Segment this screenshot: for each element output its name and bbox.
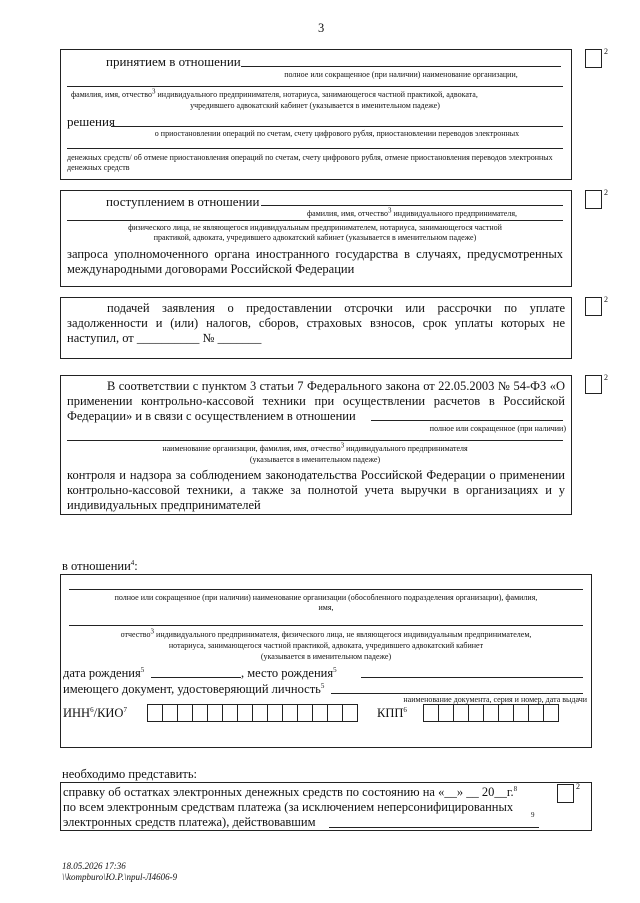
respect-caption-1: полное или сокращенное (при наличии) наименование организации (обособленного подразделения организации), фамилия, [114, 593, 538, 602]
request-block [60, 190, 572, 287]
kpp-label: КПП$^6$ [377, 705, 407, 720]
decision-lead: принятием в отношении [106, 54, 241, 69]
decision-word: решения [67, 114, 115, 129]
deferral-date-field[interactable]: __________ [136, 331, 200, 345]
decision-caption-1: о приостановлении операций по счетам, счету цифрового рубля, приостановлении переводов электронных [154, 129, 520, 138]
request-name-line-2[interactable] [67, 220, 563, 221]
id-doc-caption: наименование документа, серия и номер, дата выдачи [403, 695, 587, 704]
cash-register-name-line-2[interactable] [67, 440, 563, 441]
page-number: 3 [318, 21, 325, 35]
respect-caption-4: (указывается в именительном падеже) [260, 652, 392, 661]
respect-caption-1b: имя, [318, 603, 334, 612]
cash-register-caption-1: полное или сокращенное (при наличии) [429, 424, 566, 433]
need-block [60, 782, 592, 831]
request-caption-3: практикой, адвоката, учредившего адвокатский кабинет (указывается в именительном падеже) [153, 233, 477, 242]
need-checkbox[interactable] [557, 784, 574, 803]
footnote-mark: 2 [576, 782, 580, 791]
footnote-mark: 2 [604, 188, 608, 197]
number-sign: № [202, 331, 215, 345]
request-text: запроса уполномоченного органа иностранного государства в случаях, предусмотренных международными договорами Российской Федерации [67, 247, 563, 276]
birth-date-field[interactable] [151, 677, 241, 678]
deferral-checkbox[interactable] [585, 297, 602, 316]
respect-caption-3: нотариуса, занимающегося частной практикой, адвоката, учредившего адвокатский кабинет [168, 641, 484, 650]
need-label: необходимо представить: [62, 767, 197, 781]
request-checkbox[interactable] [585, 190, 602, 209]
cash-register-text-2: контроля и надзора за соблюдением законодательства Российской Федерации о применении контрольно-кассовой техники, а также за полнотой учета выручки в организациях и у индивидуальных предпринимателей [67, 468, 565, 512]
month-field[interactable]: __ [466, 785, 479, 799]
cash-register-caption-2: наименование организации, фамилия, имя, отчество$^3$ индивидуального предпринимателя [162, 441, 468, 453]
decision-checkbox[interactable] [585, 49, 602, 68]
request-lead: поступлением в отношении [106, 194, 260, 209]
org-caption: полное или сокращенное (при наличии) наименование организации, [284, 70, 518, 79]
need-line-2: по всем электронным средствам платежа (за исключением неперсонифицированных [63, 800, 514, 814]
kpp-cells[interactable] [423, 704, 558, 727]
cash-register-name-line[interactable] [371, 420, 563, 421]
respect-caption-2: отчество$^3$ индивидуального предпринимателя, физического лица, не являющегося индивидуальным предпринимателем, [120, 627, 532, 639]
cash-register-block [60, 375, 572, 515]
footnote-mark: 2 [604, 47, 608, 56]
person-caption-2: учредившего адвокатский кабинет (указывается в именительном падеже) [190, 101, 440, 110]
footnote-mark: 2 [604, 373, 608, 382]
deferral-block [60, 297, 572, 359]
cash-register-text: В соответствии с пунктом 3 статьи 7 Федерального закона от 22.05.2003 № 54-ФЗ «О применении контрольно-кассовой техники при осуществлении расчетов в Российской Федерации» и в связи с осуществлением в отношении [67, 379, 565, 423]
inn-cells[interactable] [147, 704, 357, 727]
footnote-9: 9 [531, 811, 535, 819]
org-name-line-2[interactable] [67, 86, 563, 87]
validity-field[interactable] [329, 827, 539, 828]
respect-label: в отношении$^4$: [62, 558, 138, 573]
respect-name-line[interactable] [69, 589, 583, 590]
need-line-1: справку об остатках электронных денежных средств по состоянию на «__» __ 20__г.$^8$ [63, 784, 518, 799]
need-line-3: электронных средств платежа), действовавшим [63, 815, 316, 829]
decision-caption-2: денежных средств/ об отмене приостановления операций по счетам, счету цифрового рубля, отмене приостановления переводов электронных денежных средств [67, 153, 553, 172]
decision-line[interactable] [111, 126, 563, 127]
birth-place-label: , место рождения$^5$ [241, 665, 337, 680]
cash-register-checkbox[interactable] [585, 375, 602, 394]
inn-kio-label: ИНН$^6$/КИО$^7$ [63, 705, 127, 720]
file-path: \\kompburo\Ю.Р.\приl-Л4606-9 [62, 872, 178, 882]
footnote-mark: 2 [604, 295, 608, 304]
year-field[interactable]: __ [494, 785, 507, 799]
decision-line-2[interactable] [67, 148, 563, 149]
id-doc-field[interactable] [331, 693, 583, 694]
person-caption: фамилия, имя, отчество$^3$ индивидуального предпринимателя, нотариуса, занимающегося частной практикой, адвоката, [71, 87, 478, 99]
request-name-line[interactable] [261, 205, 563, 206]
deferral-number-field[interactable]: _______ [217, 331, 262, 345]
birth-date-label: дата рождения$^5$ [63, 665, 145, 680]
deferral-text: подачей заявления о предоставлении отсрочки или рассрочки по уплате задолженности и (или) налогов, сборов, страховых взносов, срок уплаты которых не наступил, от __________ № _______ [67, 301, 565, 345]
org-name-line[interactable] [241, 66, 561, 67]
id-doc-label: имеющего документ, удостоверяющий личность$^5$ [63, 681, 325, 696]
cash-register-caption-3: (указывается в именительном падеже) [249, 455, 381, 464]
respect-name-line-2[interactable] [69, 625, 583, 626]
respect-block [60, 574, 592, 748]
print-date: 18.05.2026 17:36 [62, 861, 126, 871]
request-caption-2: физического лица, не являющегося индивидуальным предпринимателем, нотариуса, занимающегося частной [128, 223, 502, 232]
day-field[interactable]: __ [444, 785, 457, 799]
decision-block [60, 49, 572, 180]
request-caption-1: фамилия, имя, отчество$^3$ индивидуального предпринимателя, [306, 206, 518, 218]
birth-place-field[interactable] [361, 677, 583, 678]
